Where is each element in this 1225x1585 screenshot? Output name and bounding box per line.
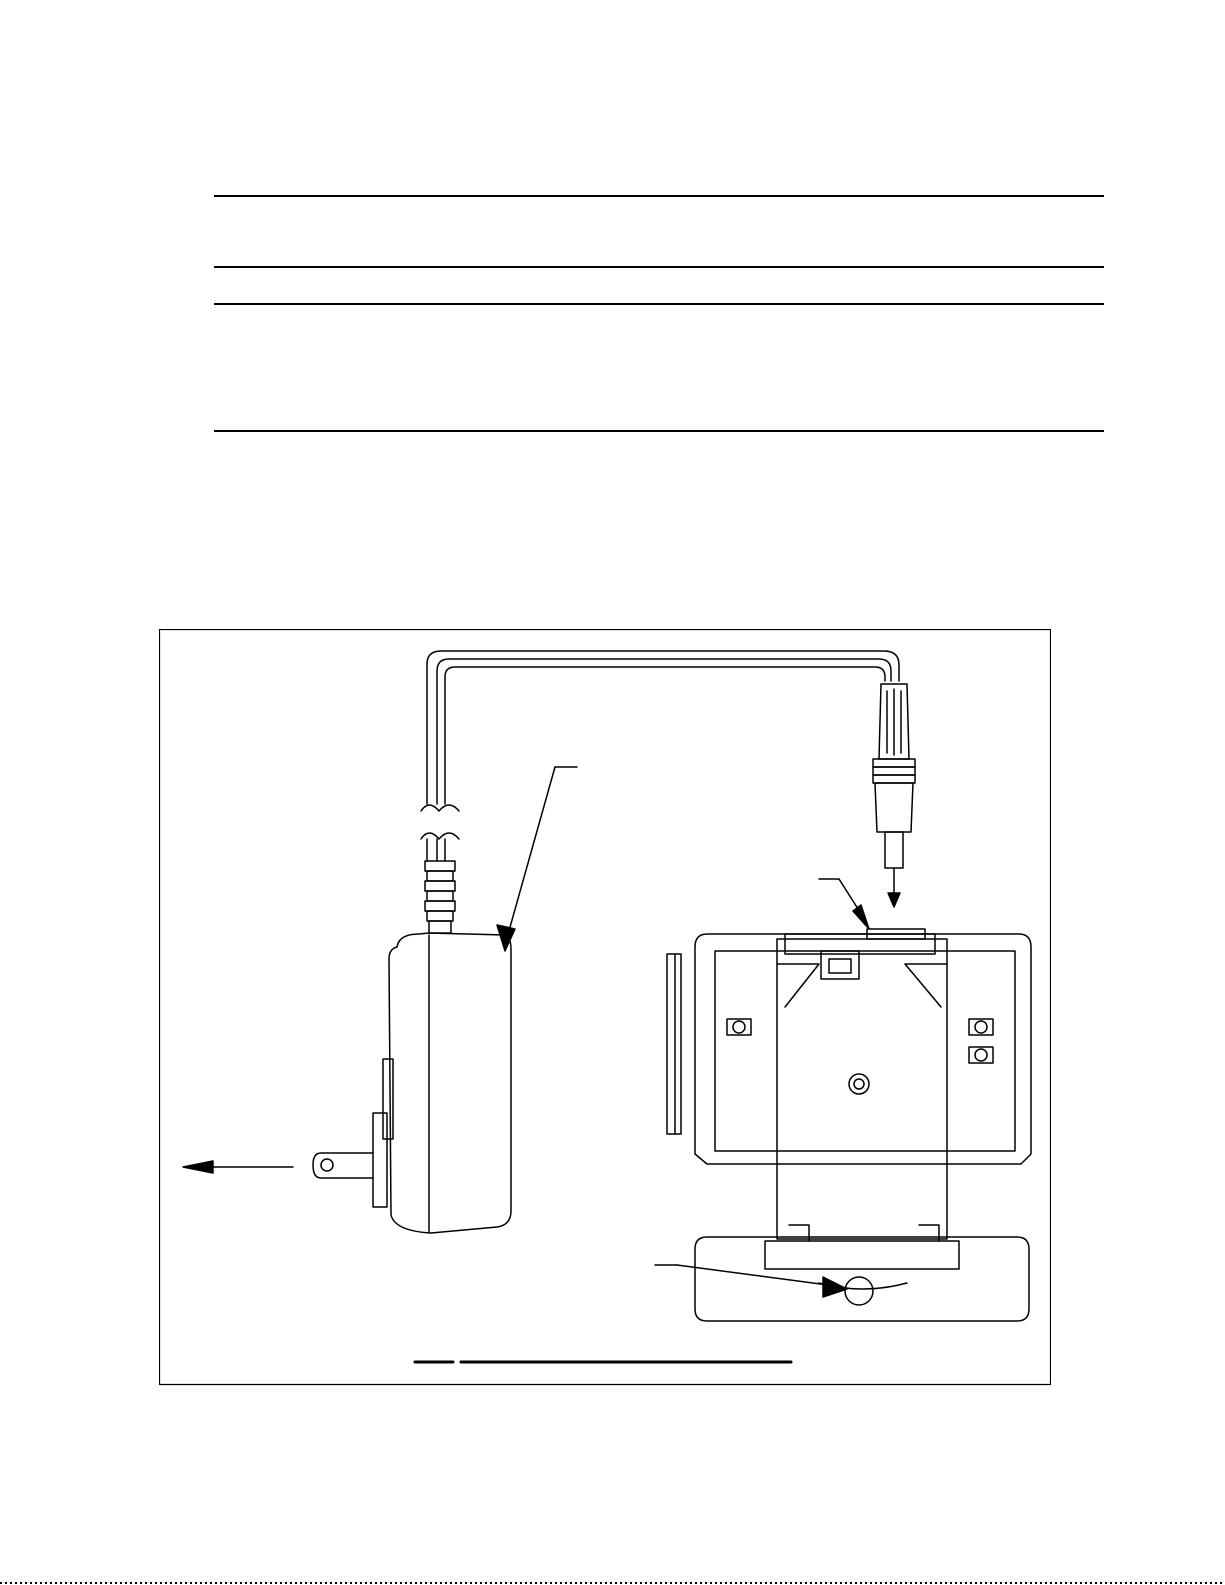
- center-screw: [849, 1074, 869, 1094]
- wall-outlet-arrow: [183, 1161, 293, 1173]
- dc-plug: [873, 684, 915, 868]
- header-rule-3: [214, 303, 1104, 305]
- header-rule-1: [214, 195, 1104, 197]
- header-rule-2: [214, 266, 1104, 268]
- figure-frame: [160, 630, 1051, 1385]
- plug-insert-arrow: [888, 869, 900, 907]
- adapter-leader: [497, 767, 577, 951]
- led-leader: [655, 1265, 847, 1297]
- dc-jack-leader: [819, 879, 869, 929]
- header-rule-4: [214, 430, 1104, 432]
- ac-adapter: [313, 861, 511, 1233]
- charger-base: [667, 929, 1031, 1321]
- charger-connection-figure: [159, 629, 1051, 1386]
- scan-edge-strip: [0, 1581, 1225, 1585]
- charge-indicator-led: [845, 1277, 873, 1305]
- adapter-cord: [421, 651, 899, 861]
